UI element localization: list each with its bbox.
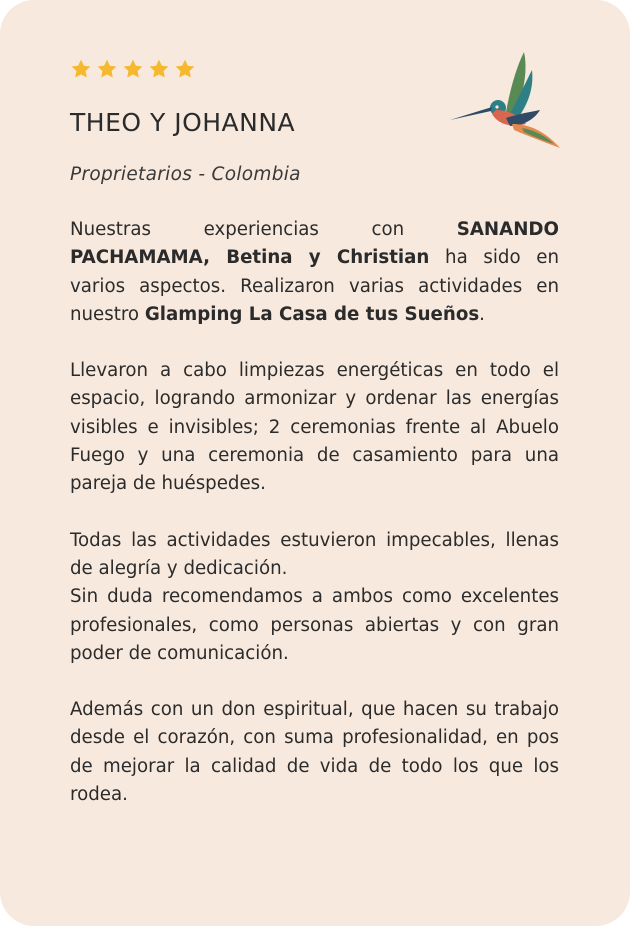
text-span: Nuestras experiencias con: [70, 219, 457, 240]
star-icon: [70, 58, 92, 80]
testimonial-author: THEO Y JOHANNA: [70, 108, 296, 137]
testimonial-body: [70, 216, 559, 837]
hummingbird-icon: [448, 50, 562, 150]
text-span: .: [479, 303, 485, 325]
text-line: Todas las actividades estuvieron impecables, llenas de alegría y dedicación.: [70, 529, 559, 579]
highlight-text: Glamping La Casa de tus Sueños: [144, 303, 480, 325]
star-icon: [148, 58, 170, 80]
star-rating: [70, 58, 196, 80]
testimonial-paragraph: [70, 527, 559, 668]
text-span: ha sido en varios aspectos. Realizaron varias actividades en nuestro: [70, 247, 559, 325]
testimonial-paragraph: Llevaron a cabo limpiezas energéticas en todo el espacio, logrando armonizar y ordenar las energías visibles e invisibles; 2 ceremonias frente al Abuelo Fuego y una ceremonia de casamiento para una pareja de huéspedes.: [70, 360, 559, 495]
testimonial-role: Proprietarios - Colombia: [70, 164, 301, 185]
star-icon: [122, 58, 144, 80]
highlight-text: SANANDO PACHAMAMA, Betina y Christian: [70, 219, 559, 269]
text-span: Sin duda recomendamos a ambos como excelentes profesionales, como personas abiertas y con gran poder de comunicación.: [70, 586, 559, 664]
testimonial-paragraph: [70, 216, 559, 329]
star-icon: [174, 58, 196, 80]
testimonial-paragraph: Además con un don espiritual, que hacen su trabajo desde el corazón, con suma profesionalidad, en pos de mejorar la calidad de vida de todo los que los rodea.: [70, 699, 559, 806]
star-icon: [96, 58, 118, 80]
